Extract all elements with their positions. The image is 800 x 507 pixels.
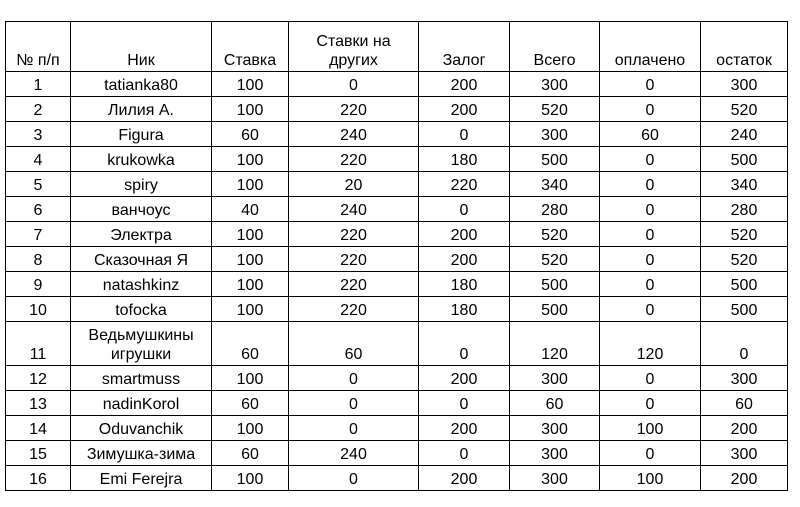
cell-nick: Emi Ferejra: [71, 466, 212, 491]
table-header: [6, 22, 788, 72]
cell-remainder: 280: [701, 197, 788, 222]
cell-nick: natashkinz: [71, 272, 212, 297]
cell-paid: 0: [600, 391, 701, 416]
table-row: [6, 297, 788, 322]
cell-remainder: 500: [701, 297, 788, 322]
cell-total: 300: [510, 122, 600, 147]
table-row: [6, 122, 788, 147]
cell-number: 3: [6, 122, 71, 147]
header-stakes-on-others: Ставки на других: [289, 22, 419, 72]
header-total: Всего: [510, 22, 600, 72]
header-remainder: остаток: [701, 22, 788, 72]
cell-remainder: 500: [701, 147, 788, 172]
cell-stake: 100: [212, 366, 289, 391]
cell-deposit: 200: [419, 247, 510, 272]
table-row: [6, 272, 788, 297]
table-row: [6, 222, 788, 247]
cell-number: 10: [6, 297, 71, 322]
table-row: [6, 366, 788, 391]
cell-number: 4: [6, 147, 71, 172]
cell-number: 9: [6, 272, 71, 297]
cell-deposit: 0: [419, 322, 510, 366]
cell-nick: krukowka: [71, 147, 212, 172]
cell-stakes-on-others: 20: [289, 172, 419, 197]
table-row: [6, 416, 788, 441]
cell-nick: Figura: [71, 122, 212, 147]
cell-deposit: 0: [419, 391, 510, 416]
cell-paid: 0: [600, 222, 701, 247]
cell-nick: smartmuss: [71, 366, 212, 391]
cell-paid: 0: [600, 272, 701, 297]
cell-remainder: 300: [701, 366, 788, 391]
cell-total: 120: [510, 322, 600, 366]
cell-stakes-on-others: 0: [289, 416, 419, 441]
cell-remainder: 340: [701, 172, 788, 197]
cell-total: 500: [510, 297, 600, 322]
header-paid: оплачено: [600, 22, 701, 72]
cell-paid: 100: [600, 416, 701, 441]
cell-stake: 100: [212, 416, 289, 441]
cell-deposit: 180: [419, 272, 510, 297]
cell-nick: Лилия А.: [71, 97, 212, 122]
cell-total: 300: [510, 466, 600, 491]
cell-deposit: 180: [419, 147, 510, 172]
header-stake: Ставка: [212, 22, 289, 72]
cell-nick: Зимушка-зима: [71, 441, 212, 466]
cell-stake: 100: [212, 172, 289, 197]
cell-nick: Сказочная Я: [71, 247, 212, 272]
cell-deposit: 200: [419, 366, 510, 391]
cell-total: 280: [510, 197, 600, 222]
cell-paid: 0: [600, 297, 701, 322]
cell-deposit: 200: [419, 466, 510, 491]
cell-stakes-on-others: 0: [289, 366, 419, 391]
cell-deposit: 180: [419, 297, 510, 322]
cell-total: 340: [510, 172, 600, 197]
table-row: [6, 172, 788, 197]
cell-deposit: 0: [419, 122, 510, 147]
cell-number: 11: [6, 322, 71, 366]
cell-remainder: 520: [701, 222, 788, 247]
cell-paid: 0: [600, 147, 701, 172]
cell-remainder: 0: [701, 322, 788, 366]
cell-deposit: 220: [419, 172, 510, 197]
cell-nick: tofocka: [71, 297, 212, 322]
cell-stake: 60: [212, 122, 289, 147]
cell-stake: 100: [212, 272, 289, 297]
table-row: [6, 441, 788, 466]
table-row: [6, 247, 788, 272]
cell-remainder: 300: [701, 72, 788, 97]
cell-stakes-on-others: 240: [289, 441, 419, 466]
cell-nick: spiry: [71, 172, 212, 197]
cell-nick: nadinKorol: [71, 391, 212, 416]
cell-remainder: 500: [701, 272, 788, 297]
cell-stakes-on-others: 220: [289, 272, 419, 297]
cell-remainder: 200: [701, 466, 788, 491]
table-row: [6, 72, 788, 97]
header-number: № п/п: [6, 22, 71, 72]
cell-deposit: 0: [419, 441, 510, 466]
header-nick: Ник: [71, 22, 212, 72]
cell-paid: 0: [600, 172, 701, 197]
cell-stake: 60: [212, 441, 289, 466]
cell-stakes-on-others: 220: [289, 97, 419, 122]
cell-nick: Ведьмушкины игрушки: [71, 322, 212, 366]
cell-paid: 100: [600, 466, 701, 491]
cell-number: 13: [6, 391, 71, 416]
header-deposit: Залог: [419, 22, 510, 72]
cell-nick: Электра: [71, 222, 212, 247]
cell-total: 520: [510, 247, 600, 272]
cell-deposit: 200: [419, 97, 510, 122]
cell-stakes-on-others: 60: [289, 322, 419, 366]
cell-stake: 100: [212, 147, 289, 172]
cell-number: 7: [6, 222, 71, 247]
cell-stakes-on-others: 240: [289, 122, 419, 147]
cell-stakes-on-others: 0: [289, 391, 419, 416]
cell-stakes-on-others: 0: [289, 72, 419, 97]
cell-stake: 100: [212, 247, 289, 272]
cell-stake: 40: [212, 197, 289, 222]
cell-paid: 0: [600, 72, 701, 97]
cell-number: 1: [6, 72, 71, 97]
cell-paid: 0: [600, 247, 701, 272]
cell-deposit: 0: [419, 197, 510, 222]
cell-number: 5: [6, 172, 71, 197]
cell-stakes-on-others: 220: [289, 222, 419, 247]
cell-total: 300: [510, 441, 600, 466]
cell-total: 520: [510, 222, 600, 247]
cell-stakes-on-others: 220: [289, 247, 419, 272]
cell-deposit: 200: [419, 72, 510, 97]
cell-number: 8: [6, 247, 71, 272]
cell-paid: 0: [600, 97, 701, 122]
cell-remainder: 300: [701, 441, 788, 466]
cell-total: 300: [510, 366, 600, 391]
table-row: [6, 322, 788, 366]
cell-deposit: 200: [419, 222, 510, 247]
cell-stakes-on-others: 240: [289, 197, 419, 222]
cell-paid: 120: [600, 322, 701, 366]
cell-total: 300: [510, 72, 600, 97]
table-row: [6, 197, 788, 222]
cell-stakes-on-others: 220: [289, 147, 419, 172]
cell-paid: 60: [600, 122, 701, 147]
cell-stake: 100: [212, 222, 289, 247]
cell-stake: 100: [212, 466, 289, 491]
cell-nick: tatianka80: [71, 72, 212, 97]
cell-number: 15: [6, 441, 71, 466]
cell-total: 520: [510, 97, 600, 122]
cell-number: 16: [6, 466, 71, 491]
cell-remainder: 60: [701, 391, 788, 416]
table-row: [6, 97, 788, 122]
cell-nick: Oduvanchik: [71, 416, 212, 441]
cell-number: 2: [6, 97, 71, 122]
cell-remainder: 240: [701, 122, 788, 147]
cell-stakes-on-others: 0: [289, 466, 419, 491]
cell-stake: 100: [212, 72, 289, 97]
cell-stakes-on-others: 220: [289, 297, 419, 322]
table-body: [6, 72, 788, 491]
cell-stake: 100: [212, 97, 289, 122]
cell-number: 14: [6, 416, 71, 441]
cell-paid: 0: [600, 197, 701, 222]
cell-remainder: 200: [701, 416, 788, 441]
cell-number: 12: [6, 366, 71, 391]
cell-paid: 0: [600, 366, 701, 391]
cell-paid: 0: [600, 441, 701, 466]
cell-stake: 60: [212, 391, 289, 416]
header-row: [6, 22, 788, 72]
cell-stake: 100: [212, 297, 289, 322]
cell-nick: ванчоус: [71, 197, 212, 222]
cell-stake: 60: [212, 322, 289, 366]
cell-remainder: 520: [701, 247, 788, 272]
cell-number: 6: [6, 197, 71, 222]
results-table: [5, 21, 788, 491]
cell-total: 500: [510, 147, 600, 172]
table-row: [6, 147, 788, 172]
cell-remainder: 520: [701, 97, 788, 122]
cell-total: 60: [510, 391, 600, 416]
cell-total: 300: [510, 416, 600, 441]
cell-total: 500: [510, 272, 600, 297]
table-row: [6, 391, 788, 416]
table-row: [6, 466, 788, 491]
cell-deposit: 200: [419, 416, 510, 441]
